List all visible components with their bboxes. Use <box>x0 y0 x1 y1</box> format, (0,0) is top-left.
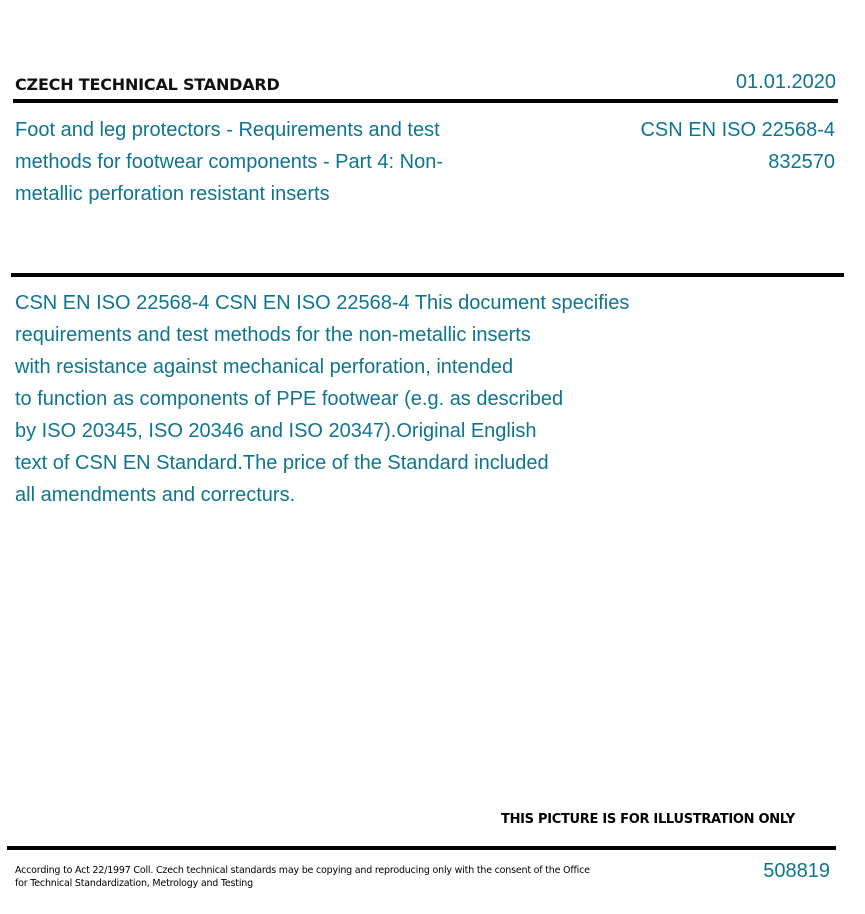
description-line: with resistance against mechanical perforation, intended <box>15 356 514 378</box>
document-id: 508819 <box>763 860 830 882</box>
standard-code: CSN EN ISO 22568-4 <box>640 119 835 141</box>
document-header-title: CZECH TECHNICAL STANDARD <box>15 75 280 94</box>
header-divider <box>13 99 838 103</box>
illustration-notice: THIS PICTURE IS FOR ILLUSTRATION ONLY <box>501 812 795 827</box>
description-line: requirements and test methods for the non-metallic inserts <box>15 324 531 346</box>
description-line: CSN EN ISO 22568-4 CSN EN ISO 22568-4 This document specifies <box>15 292 630 314</box>
section-divider <box>11 273 844 277</box>
description-line: to function as components of PPE footwear (e.g. as described <box>15 388 564 410</box>
legal-line: According to Act 22/1997 Coll. Czech technical standards may be copying and reproducing only with the consent of the Office <box>15 865 590 876</box>
description-line: all amendments and correcturs. <box>15 484 296 506</box>
standard-title: Foot and leg protectors - Requirements and test methods for footwear components - Part 4: Non-metallic perforation resistant inserts <box>15 119 443 205</box>
legal-notice <box>15 864 595 890</box>
standard-description <box>15 287 715 511</box>
publication-date: 01.01.2020 <box>735 71 836 93</box>
description-line: text of CSN EN Standard.The price of the Standard included <box>15 452 549 474</box>
legal-line: for Technical Standardization, Metrology and Testing <box>15 878 253 889</box>
footer-divider <box>7 846 836 850</box>
description-line: by ISO 20345, ISO 20346 and ISO 20347).Original English <box>15 420 537 442</box>
standard-number: 832570 <box>768 151 835 173</box>
